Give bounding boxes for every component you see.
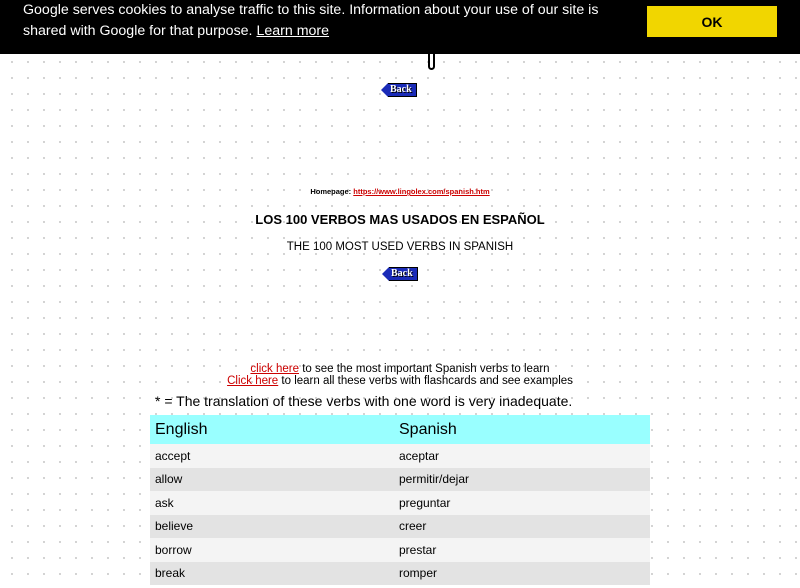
- spanish-verb-cell: creer: [392, 515, 650, 539]
- cookie-banner: [0, 0, 800, 54]
- english-verb-cell: allow: [150, 468, 392, 492]
- english-verb-cell: break: [150, 562, 392, 586]
- spanish-verb-cell: romper: [392, 562, 650, 586]
- table-header-row: [150, 415, 650, 444]
- table-row: [150, 562, 650, 586]
- back-button-middle[interactable]: [382, 267, 418, 281]
- spanish-verb-cell: aceptar: [392, 444, 650, 468]
- english-verb-cell: believe: [150, 515, 392, 539]
- back-button-top[interactable]: [381, 83, 417, 97]
- page-title-spanish: LOS 100 VERBOS MAS USADOS EN ESPAÑOL: [255, 212, 545, 227]
- table-row: [150, 515, 650, 539]
- page-title-english: THE 100 MOST USED VERBS IN SPANISH: [286, 241, 514, 253]
- back-arrow-icon: [381, 83, 388, 97]
- flashcards-text: to learn all these verbs with flashcards and see examples: [278, 375, 573, 387]
- english-verb-cell: ask: [150, 491, 392, 515]
- cookie-ok-button[interactable]: OK: [647, 6, 777, 37]
- table-row: [150, 468, 650, 492]
- table-row: [150, 538, 650, 562]
- column-header-english: English: [150, 415, 392, 444]
- back-button-label: Back: [391, 268, 413, 279]
- learn-more-link[interactable]: Learn more: [256, 23, 330, 39]
- spanish-verb-cell: prestar: [392, 538, 650, 562]
- homepage-link[interactable]: https://www.lingolex.com/spanish.htm: [353, 187, 490, 196]
- spanish-verb-cell: permitir/dejar: [392, 468, 650, 492]
- table-row: [150, 444, 650, 468]
- important-verbs-link[interactable]: click here: [250, 363, 299, 375]
- translation-note: * = The translation of these verbs with one word is very inadequate.: [155, 393, 573, 409]
- homepage-label: Homepage:: [310, 187, 352, 196]
- flashcards-line: [0, 375, 800, 388]
- verbs-table: [150, 415, 650, 585]
- homepage-line: [0, 187, 800, 196]
- back-arrow-icon: [382, 267, 389, 281]
- english-verb-cell: accept: [150, 444, 392, 468]
- flashcards-link[interactable]: Click here: [227, 375, 279, 387]
- cookie-message-text: Google serves cookies to analyse traffic to this site. Information about your use of our site is shared with Google for that purpose.: [23, 2, 599, 39]
- back-button-label: Back: [390, 84, 412, 95]
- table-row: [150, 491, 650, 515]
- cookie-message: [23, 0, 645, 42]
- important-verbs-text: to see the most important Spanish verbs to learn: [299, 363, 550, 375]
- english-verb-cell: borrow: [150, 538, 392, 562]
- spanish-verb-cell: preguntar: [392, 491, 650, 515]
- column-header-spanish: Spanish: [392, 415, 650, 444]
